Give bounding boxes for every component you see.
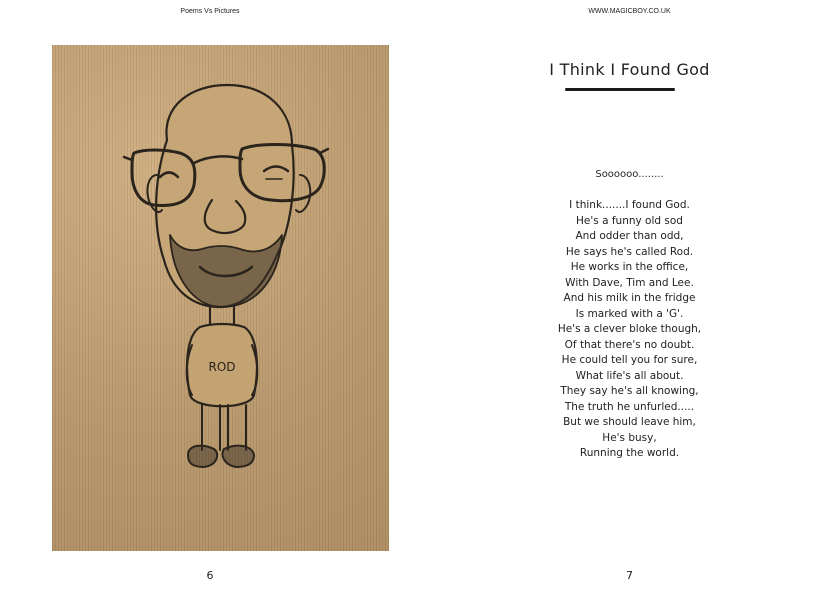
website-header: WWW.MAGICBOY.CO.UK xyxy=(588,8,671,15)
poem-line: He could tell you for sure, xyxy=(561,354,698,366)
poem-line: He's a clever bloke though, xyxy=(557,323,702,335)
poem-line: With Dave, Tim and Lee. xyxy=(565,276,694,289)
poem-line: They say he's all knowing, xyxy=(560,385,699,397)
poem-line: But we should leave him, xyxy=(563,416,696,428)
poem-line: And his milk in the fridge xyxy=(563,292,696,304)
rod-sketch-illustration xyxy=(52,45,389,551)
poem-line: He works in the office, xyxy=(570,261,689,273)
right-page xyxy=(420,0,839,595)
poem-line: I think.......I found God. xyxy=(569,199,690,211)
poem-intro: Soooooo........ xyxy=(595,169,664,180)
book-title-header: Poems Vs Pictures xyxy=(180,8,240,15)
poem-line: He's a funny old sod xyxy=(576,214,683,227)
poem-line: Is marked with a 'G'. xyxy=(575,307,684,320)
page-number: 7 xyxy=(626,569,633,582)
poem-line: He says he's called Rod. xyxy=(565,245,694,258)
poem-lines xyxy=(420,198,839,462)
poem-line: The truth he unfurled..... xyxy=(564,400,695,413)
shirt-text: ROD xyxy=(208,360,236,374)
page-number: 6 xyxy=(206,569,214,582)
title-underline xyxy=(565,88,675,91)
poem-line: Running the world. xyxy=(579,447,680,459)
poem-line: He's busy, xyxy=(602,431,657,444)
poem-line: And odder than odd, xyxy=(575,230,684,242)
poem-line: What life's all about. xyxy=(575,369,684,382)
poem-title: I Think I Found God xyxy=(549,60,710,79)
rod-sketch-drawing xyxy=(52,45,389,551)
poem-line: Of that there's no doubt. xyxy=(564,338,695,351)
